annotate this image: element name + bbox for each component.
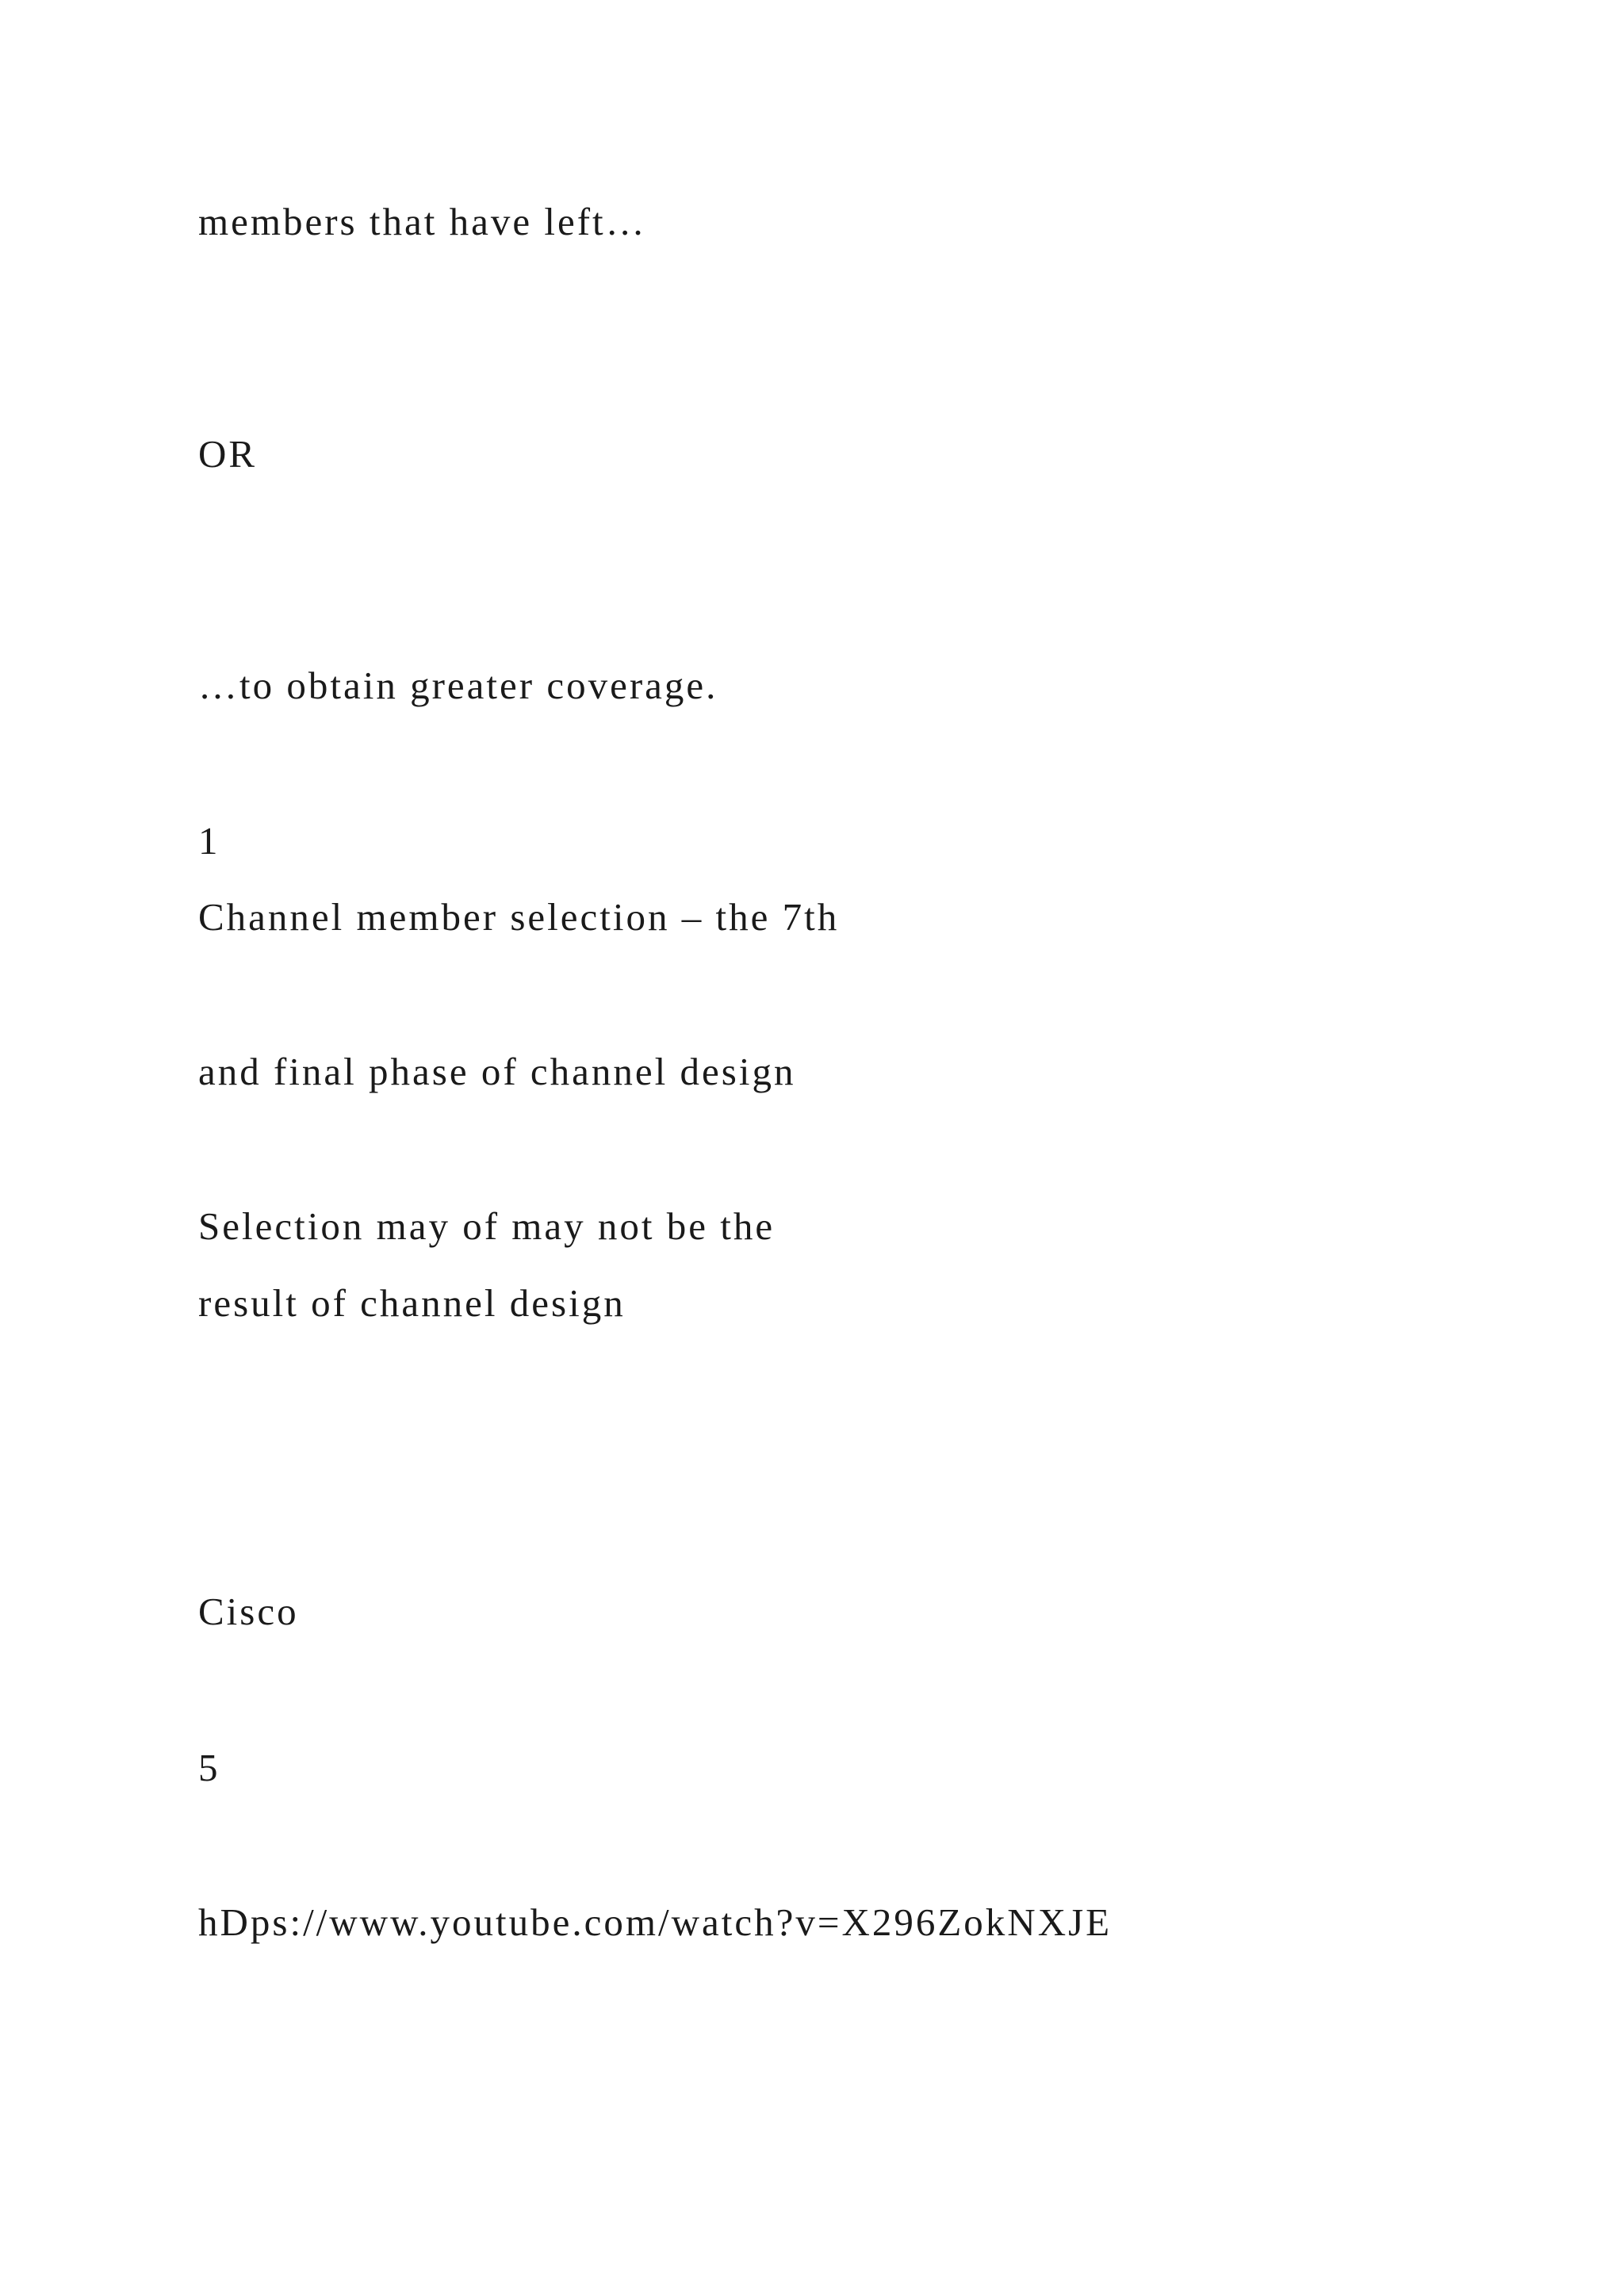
text-line-result-channel-design: result of channel design [198, 1281, 626, 1325]
slide-number-1: 1 [198, 819, 220, 863]
text-line-url: hDps://www.youtube.com/watch?v=X296ZokNXJE [198, 1900, 1113, 1944]
text-line-greater-coverage: …to obtain greater coverage. [198, 664, 718, 707]
text-line-cisco: Cisco [198, 1590, 299, 1633]
text-line-channel-member-selection: Channel member selection – the 7th [198, 895, 840, 939]
text-line-final-phase: and final phase of channel design [198, 1050, 796, 1093]
text-line-selection-may: Selection may of may not be the [198, 1204, 776, 1248]
text-line-members-left: members that have left… [198, 200, 647, 243]
slide-number-5: 5 [198, 1746, 220, 1789]
text-line-or: OR [198, 432, 258, 476]
